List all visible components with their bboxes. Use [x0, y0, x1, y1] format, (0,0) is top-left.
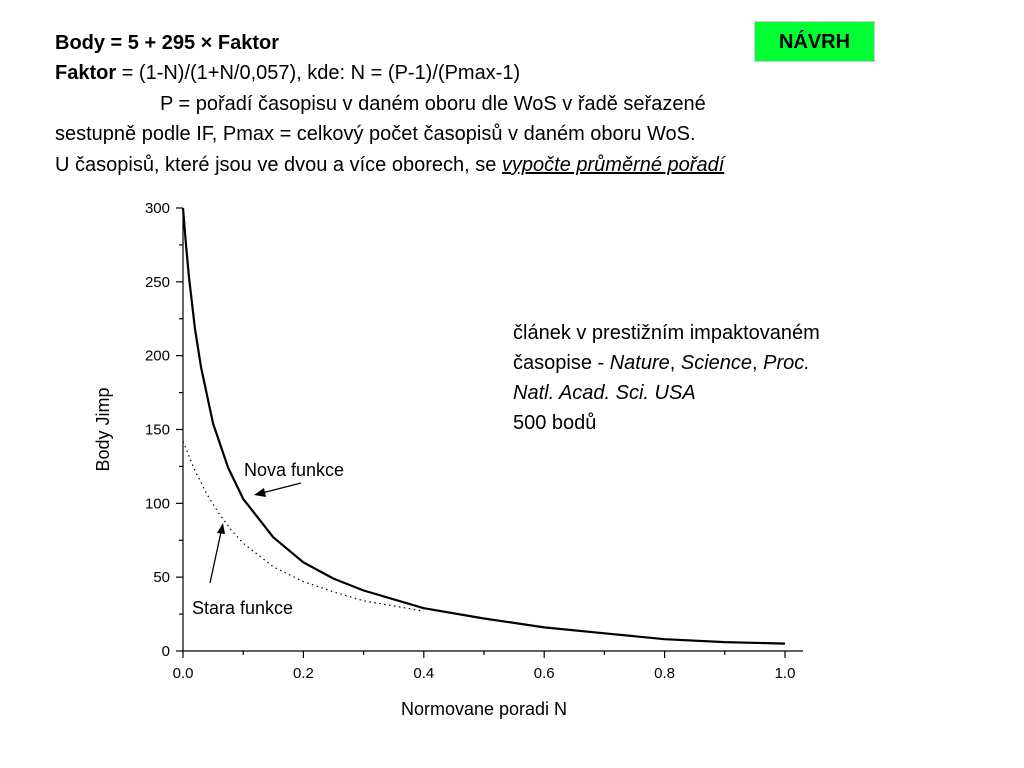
journal-proc: Proc. — [763, 352, 810, 374]
x-tick-label: 0.2 — [292, 665, 314, 682]
note-comma-2: , — [752, 352, 764, 374]
note-comma-1: , — [669, 352, 681, 374]
x-tick-label: 0.4 — [413, 665, 435, 682]
x-tick-label: 0.8 — [654, 665, 676, 682]
stara-funkce-arrow — [210, 532, 221, 583]
y-tick-label: 0 — [161, 643, 170, 660]
y-axis-label: Body Jimp — [93, 387, 113, 472]
p-definition-line-2: sestupně podle IF, Pmax = celkový počet časopisů v daném oboru WoS. — [55, 123, 696, 145]
note-line-2-prefix: časopise - — [513, 352, 610, 374]
x-tick-label: 1.0 — [774, 665, 796, 682]
nova-funkce-arrowhead — [254, 488, 266, 497]
x-axis-label: Normovane poradi N — [400, 699, 568, 719]
averaging-note-emphasis: vypočte průměrné pořadí — [501, 154, 725, 176]
draft-badge: NÁVRH — [754, 21, 875, 62]
formula-line: Body = 5 + 295 × Faktor — [55, 32, 279, 54]
stara-funkce-label: Stara funkce — [192, 598, 294, 618]
x-tick-label: 0.0 — [172, 665, 194, 682]
journal-pnas: Natl. Acad. Sci. USA — [513, 382, 696, 404]
chart-series — [183, 208, 785, 644]
y-tick-label: 50 — [153, 569, 170, 587]
y-tick-label: 200 — [144, 347, 170, 365]
note-line-4: 500 bodů — [513, 412, 597, 434]
nova-funkce-label: Nova funkce — [244, 460, 345, 480]
averaging-note-prefix: U časopisů, které jsou ve dvou a více oborech, se — [55, 154, 502, 176]
journal-nature: Nature — [609, 352, 670, 374]
y-tick-label: 150 — [144, 421, 170, 439]
stara-funkce-arrowhead — [217, 523, 225, 534]
y-tick-label: 250 — [144, 273, 170, 291]
p-definition-line: P = pořadí časopisu v daném oboru dle WoS v řadě seřazené — [160, 93, 706, 115]
nova-funkce-arrow — [262, 483, 301, 493]
note-line-1: článek v prestižním impaktovaném — [513, 322, 820, 344]
y-tick-label: 300 — [144, 200, 170, 217]
faktor-definition: = (1-N)/(1+N/0,057), kde: N = (P-1)/(Pmax-1) — [116, 62, 521, 84]
y-tick-label: 100 — [144, 495, 170, 513]
chart-annotations — [192, 460, 344, 618]
nova-funkce-line — [183, 208, 785, 644]
journal-science: Science — [680, 352, 753, 374]
x-tick-label: 0.6 — [533, 665, 555, 682]
faktor-label: Faktor — [55, 62, 117, 84]
